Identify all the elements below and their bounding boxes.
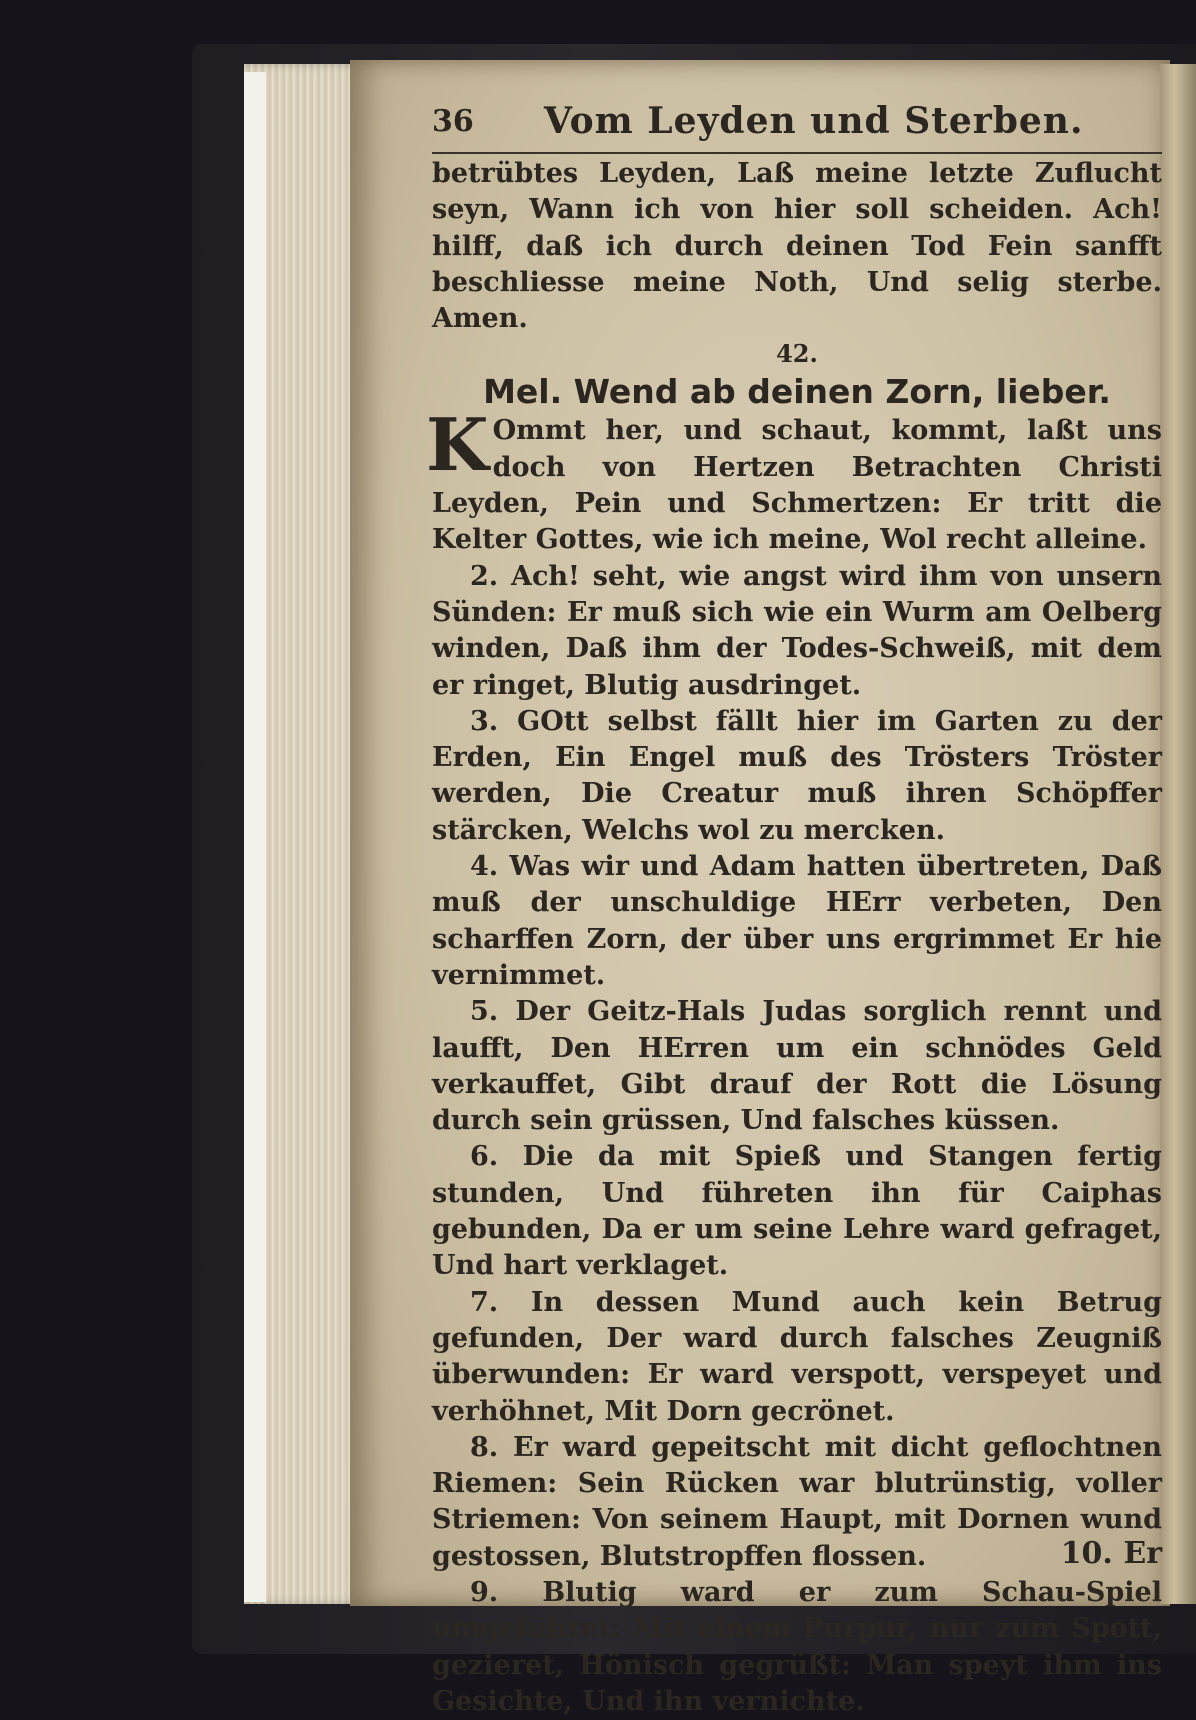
body-text <box>426 156 1162 1720</box>
verse-7: 7. In dessen Mund auch kein Betrug gefunden, Der ward durch falsches Zeugniß überwunden: Er ward verspott, verspeyet und verhöhnet, Mit Dorn gecrönet. <box>432 1286 1162 1427</box>
page-edge <box>244 72 266 1602</box>
page-text-block <box>426 100 1162 1720</box>
verse-5: 5. Der Geitz-Hals Judas sorglich rennt und laufft, Den HErren um ein schnödes Geld verkauffet, Gibt drauf der Rott die Lösung durch sein grüssen, Und falsches küssen. <box>432 996 1162 1137</box>
catchword: 10. Er <box>1060 1536 1162 1571</box>
verse-3: 3. GOtt selbst fällt hier im Garten zu der Erden, Ein Engel muß des Trösters Tröster werden, Die Creatur muß ihren Schöpffer stärcken, Welchs wol zu mercken. <box>432 705 1162 846</box>
running-head: Vom Leyden und Sterben. <box>544 100 1084 142</box>
verse-8: 8. Er ward gepeitscht mit dicht geflochtnen Riemen: Sein Rücken war blutrünstig, voller Striemen: Von seinem Haupt, mit Dornen wund gestossen, Blutstropffen flossen. <box>432 1431 1162 1572</box>
verse-2: 2. Ach! seht, wie angst wird ihm von unsern Sünden: Er muß sich wie ein Wurm am Oelberg winden, Daß ihm der Todes-Schweiß, mit dem er ringet, Blutig ausdringet. <box>432 560 1162 701</box>
page-number: 36 <box>432 104 474 139</box>
previous-hymn-ending: betrübtes Leyden, Laß meine letzte Zuflucht seyn, Wann ich von hier soll scheiden. Ach! hilff, daß ich durch deinen Tod Fein sanfft beschliesse meine Noth, Und selig sterbe. Amen. <box>432 158 1162 335</box>
melody-line: Mel. Wend ab deinen Zorn, lieber. <box>483 372 1111 412</box>
facing-page-edge <box>1160 64 1196 1604</box>
hymn-number: 42. <box>776 339 818 369</box>
verse-4: 4. Was wir und Adam hatten übertreten, Daß muß der unschuldige HErr verbeten, Den scharffen Zorn, der über uns ergrimmet Er hie vernimmet. <box>432 851 1162 991</box>
verse-9: 9. Blutig ward er zum Schau-Spiel umgeführet: Mit einem Purpur, nur zum Spott, gezieret, Hönisch gegrüßt: Man speyt ihm ins Gesichte, Und ihn vernichte. <box>432 1576 1162 1717</box>
page-header <box>432 100 1162 154</box>
verse-1-text: Ommt her, und schaut, kommt, laßt uns doch von Hertzen Betrachten Christi Leyden, Pein und Schmertzen: Er tritt die Kelter Gottes, wie ich meine, Wol recht alleine. <box>432 415 1162 556</box>
drop-cap: K <box>426 402 489 488</box>
verse-1 <box>426 402 1162 558</box>
verse-6: 6. Die da mit Spieß und Stangen fertig stunden, Und führeten ihn für Caiphas gebunden, Da er um seine Lehre ward gefraget, Und hart verklaget. <box>432 1141 1162 1282</box>
